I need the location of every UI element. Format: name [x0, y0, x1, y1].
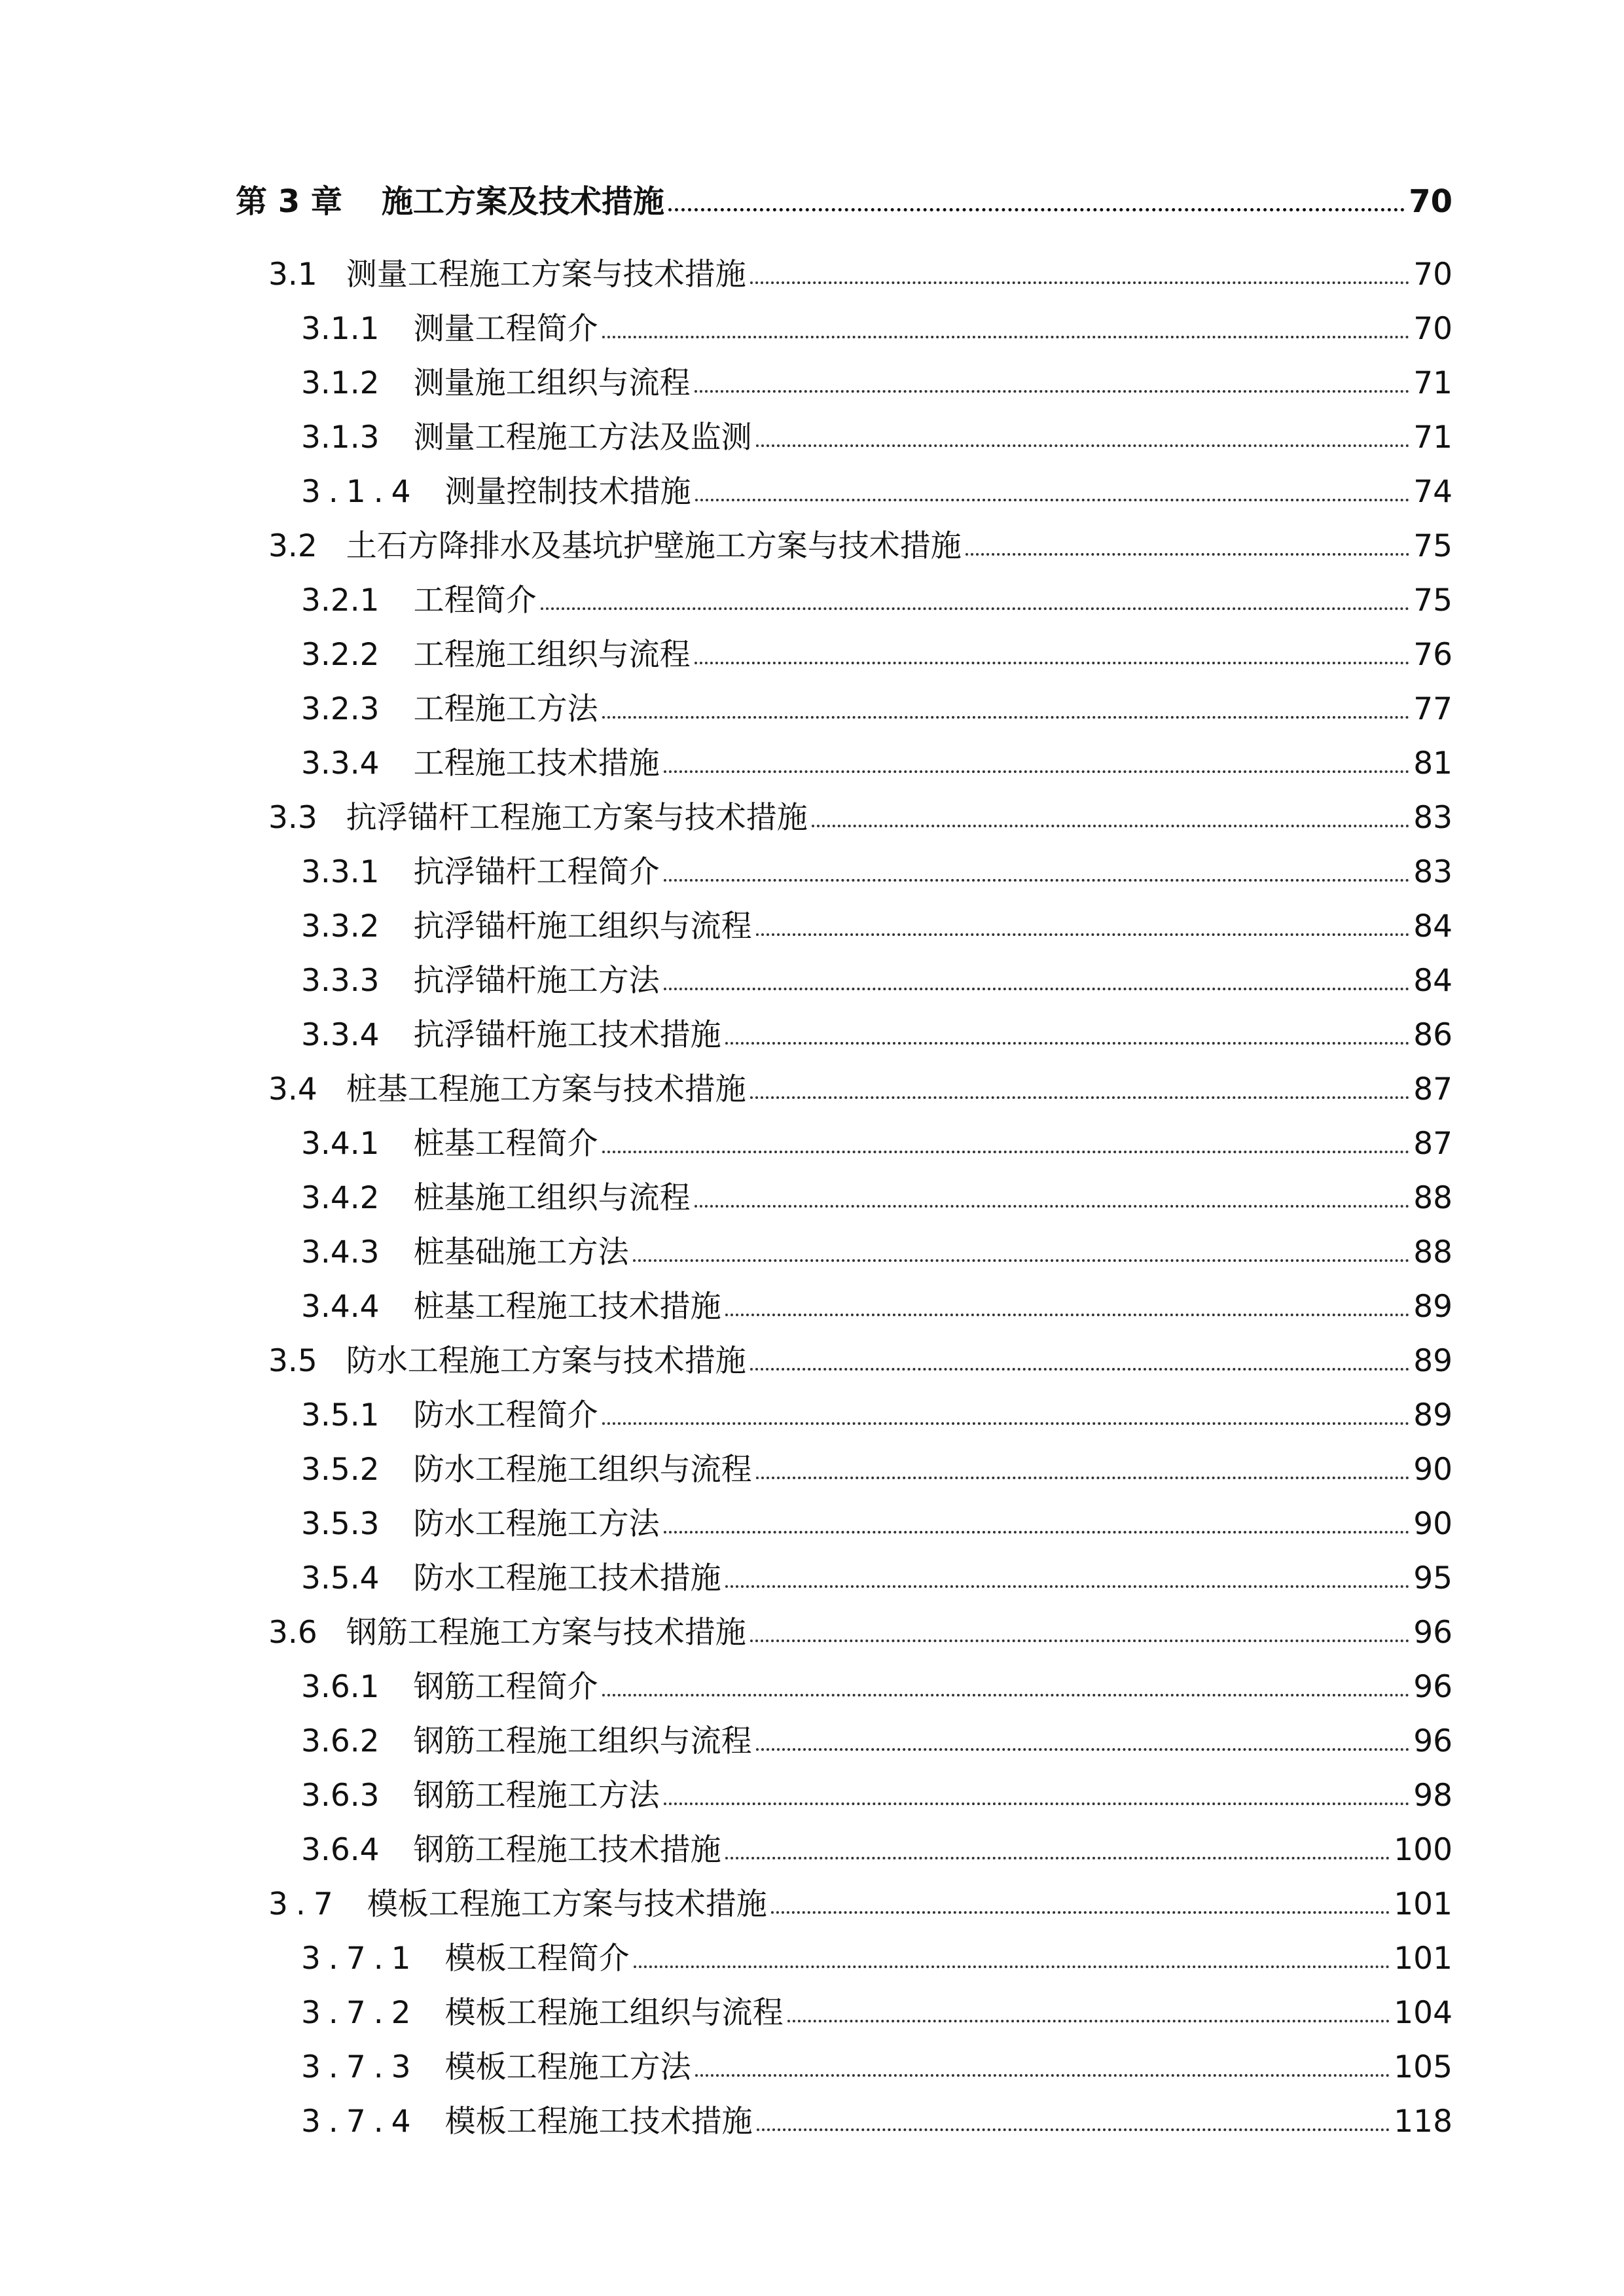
toc-entry-number: 3.4.2	[301, 1180, 380, 1216]
toc-entry-page: 89	[1413, 1397, 1453, 1433]
dot-leader	[695, 499, 1410, 501]
toc-entry-number: 第 3 章	[236, 183, 342, 220]
toc-entry-title: 桩基工程施工技术措施	[413, 1289, 721, 1325]
toc-entry-page: 101	[1394, 1886, 1453, 1922]
toc-entry-number: 3.6.2	[301, 1723, 380, 1759]
toc-entry-number: 3.3.2	[301, 908, 380, 944]
toc-entry-number: 3.3.3	[301, 963, 380, 999]
toc-entry-title: 模板工程施工组织与流程	[444, 1995, 784, 2031]
toc-entry-3-2[interactable]	[0, 507, 1624, 562]
toc-entry-page: 96	[1413, 1723, 1453, 1759]
toc-entry-page: 96	[1413, 1669, 1453, 1705]
toc-entry-number: 3.1.1	[301, 311, 380, 347]
toc-entry-number: 3.7.1	[301, 1941, 419, 1977]
toc-entry-3-6-4[interactable]	[0, 1810, 1624, 1868]
dot-leader	[664, 1531, 1410, 1534]
toc-entry-3-6[interactable]	[0, 1593, 1624, 1651]
toc-entry-page: 90	[1413, 1452, 1453, 1488]
dot-leader	[750, 1640, 1409, 1642]
toc-entry-number: 3.6.3	[301, 1778, 380, 1814]
dot-leader	[664, 988, 1410, 990]
dot-leader	[633, 1259, 1410, 1262]
toc-entry-number: 3.1	[268, 257, 317, 293]
toc-entry-title: 模板工程施工方法	[444, 2049, 691, 2085]
toc-entry-title: 桩基工程简介	[413, 1126, 598, 1162]
toc-entry-page: 89	[1413, 1343, 1453, 1379]
toc-entry-title: 测量工程施工方案与技术措施	[346, 257, 746, 293]
toc-entry-number: 3.6	[268, 1615, 317, 1651]
toc-entry-3-1-3[interactable]	[0, 398, 1624, 456]
dot-leader	[725, 1314, 1410, 1316]
dot-leader	[756, 1748, 1410, 1751]
dot-leader	[664, 770, 1410, 773]
dot-leader	[634, 1965, 1390, 1968]
toc-entry-title: 钢筋工程简介	[413, 1669, 598, 1705]
dot-leader	[664, 1803, 1410, 1805]
dot-leader	[602, 716, 1410, 719]
toc-entry-page: 74	[1413, 474, 1453, 510]
toc-entry-number: 3.4.1	[301, 1126, 380, 1162]
toc-entry-title: 测量工程施工方法及监测	[413, 420, 752, 456]
toc-entry-number: 3.3	[268, 800, 317, 836]
toc-entry-title: 桩基施工组织与流程	[413, 1180, 691, 1216]
dot-leader	[664, 879, 1410, 882]
toc-entry-3-4-2[interactable]	[0, 1158, 1624, 1216]
dot-leader	[668, 208, 1405, 211]
toc-entry-title: 抗浮锚杆施工组织与流程	[413, 908, 752, 944]
toc-entry-number: 3.1.4	[301, 474, 419, 510]
toc-entry-3-6-3[interactable]	[0, 1756, 1624, 1814]
toc-entry-title: 工程施工方法	[413, 691, 598, 727]
toc-entry-number: 3.6.1	[301, 1669, 380, 1705]
toc-entry-number: 3.3.4	[301, 745, 380, 781]
dot-leader	[695, 662, 1410, 664]
dot-leader	[602, 336, 1410, 338]
dot-leader	[602, 1694, 1410, 1696]
dot-leader	[750, 281, 1409, 284]
toc-entry-3-1-2[interactable]	[0, 344, 1624, 399]
toc-entry-title: 测量控制技术措施	[444, 474, 691, 510]
toc-entry-3-7-3[interactable]	[0, 2028, 1624, 2083]
toc-entry-number: 3.2.3	[301, 691, 380, 727]
toc-entry-number: 3.2	[268, 528, 317, 564]
toc-entry-title: 防水工程施工方法	[413, 1506, 660, 1542]
toc-entry-number: 3.6.4	[301, 1832, 380, 1868]
toc-entry-title: 施工方案及技术措施	[381, 183, 664, 220]
toc-entry-title: 钢筋工程施工方案与技术措施	[346, 1615, 746, 1651]
toc-entry-3-4-1[interactable]	[0, 1104, 1624, 1162]
toc-entry-page: 77	[1413, 691, 1453, 727]
toc-entry-number: 3.7	[268, 1886, 341, 1922]
toc-entry-title: 模板工程简介	[444, 1941, 630, 1977]
toc-entry-page: 88	[1413, 1180, 1453, 1216]
toc-entry-page: 83	[1413, 854, 1453, 890]
toc-entry-3-7-4[interactable]	[0, 2082, 1624, 2140]
toc-entry-page: 101	[1394, 1941, 1453, 1977]
toc-entry-page: 96	[1413, 1615, 1453, 1651]
toc-entry-page: 70	[1413, 311, 1453, 347]
toc-entry-page: 70	[1413, 257, 1453, 293]
toc-entry-page: 70	[1409, 183, 1453, 220]
toc-entry-title: 抗浮锚杆施工方法	[413, 963, 660, 999]
toc-entry-title: 模板工程施工技术措施	[444, 2104, 753, 2140]
toc-entry-chapter-3[interactable]	[0, 162, 1624, 220]
toc-entry-3-2-3[interactable]	[0, 670, 1624, 725]
toc-entry-page: 88	[1413, 1234, 1453, 1270]
toc-entry-3-5-4[interactable]	[0, 1539, 1624, 1594]
dot-leader	[602, 1422, 1410, 1425]
toc-entry-number: 3.4.4	[301, 1289, 380, 1325]
toc-entry-page: 98	[1413, 1778, 1453, 1814]
dot-leader	[756, 444, 1410, 447]
toc-entry-number: 3.3.4	[301, 1017, 380, 1053]
toc-entry-page: 95	[1413, 1560, 1453, 1596]
toc-entry-number: 3.5.2	[301, 1452, 380, 1488]
toc-entry-3-3-2[interactable]	[0, 887, 1624, 942]
toc-entry-title: 抗浮锚杆工程施工方案与技术措施	[346, 800, 808, 836]
toc-entry-title: 钢筋工程施工方法	[413, 1778, 660, 1814]
toc-entry-3-6-2[interactable]	[0, 1702, 1624, 1757]
dot-leader	[771, 1911, 1390, 1914]
toc-entry-title: 土石方降排水及基坑护壁施工方案与技术措施	[346, 528, 962, 564]
toc-entry-page: 75	[1413, 583, 1453, 619]
toc-entry-page: 105	[1394, 2049, 1453, 2085]
toc-entry-number: 3.5.3	[301, 1506, 380, 1542]
toc-entry-number: 3.7.4	[301, 2104, 419, 2140]
toc-entry-page: 118	[1394, 2104, 1453, 2140]
dot-leader	[541, 607, 1410, 610]
toc-entry-3-1-4[interactable]	[0, 452, 1624, 510]
toc-entry-3-3-4-a[interactable]	[0, 724, 1624, 779]
dot-leader	[602, 1151, 1410, 1153]
toc-entry-number: 3.5	[268, 1343, 317, 1379]
dot-leader	[725, 1585, 1410, 1588]
dot-leader	[695, 1205, 1410, 1208]
dot-leader	[750, 1368, 1409, 1371]
toc-entry-title: 工程简介	[413, 583, 537, 619]
dot-leader	[725, 1857, 1390, 1859]
toc-entry-page: 84	[1413, 908, 1453, 944]
dot-leader	[812, 825, 1409, 827]
toc-entry-number: 3.4	[268, 1071, 317, 1107]
toc-entry-page: 83	[1413, 800, 1453, 836]
toc-entry-number: 3.2.2	[301, 637, 380, 673]
dot-leader	[756, 933, 1410, 936]
dot-leader	[750, 1096, 1409, 1099]
toc-entry-number: 3.3.1	[301, 854, 380, 890]
toc-entry-3-5-2[interactable]	[0, 1430, 1624, 1488]
toc-entry-3-7[interactable]	[0, 1865, 1624, 1920]
toc-entry-3-5-1[interactable]	[0, 1376, 1624, 1431]
toc-entry-3-3[interactable]	[0, 778, 1624, 836]
toc-entry-3-7-2[interactable]	[0, 1973, 1624, 2031]
toc-entry-page: 75	[1413, 528, 1453, 564]
toc-entry-title: 抗浮锚杆工程简介	[413, 854, 660, 890]
toc-entry-title: 防水工程施工方案与技术措施	[346, 1343, 746, 1379]
toc-entry-3-5[interactable]	[0, 1321, 1624, 1379]
toc-entry-page: 86	[1413, 1017, 1453, 1053]
dot-leader	[965, 553, 1409, 556]
toc-entry-3-2-1[interactable]	[0, 561, 1624, 619]
toc-entry-page: 90	[1413, 1506, 1453, 1542]
toc-entry-page: 87	[1413, 1126, 1453, 1162]
dot-leader	[695, 2074, 1390, 2077]
toc-entry-number: 3.2.1	[301, 583, 380, 619]
toc-entry-number: 3.1.2	[301, 365, 380, 401]
toc-entry-page: 76	[1413, 637, 1453, 673]
toc-entry-title: 抗浮锚杆施工技术措施	[413, 1017, 721, 1053]
toc-entry-3-4[interactable]	[0, 1050, 1624, 1105]
toc-entry-number: 3.1.3	[301, 420, 380, 456]
toc-entry-page: 71	[1413, 365, 1453, 401]
toc-entry-title: 钢筋工程施工技术措施	[413, 1832, 721, 1868]
toc-entry-3-3-1[interactable]	[0, 833, 1624, 888]
toc-entry-3-7-1[interactable]	[0, 1919, 1624, 1977]
toc-entry-number: 3.5.1	[301, 1397, 380, 1433]
toc-entry-page: 100	[1394, 1832, 1453, 1868]
toc-entry-page: 84	[1413, 963, 1453, 999]
dot-leader	[695, 390, 1410, 393]
toc-entry-title: 防水工程施工技术措施	[413, 1560, 721, 1596]
toc-entry-3-1[interactable]	[0, 235, 1624, 293]
toc-entry-page: 87	[1413, 1071, 1453, 1107]
toc-entry-number: 3.4.3	[301, 1234, 380, 1270]
toc-entry-title: 钢筋工程施工组织与流程	[413, 1723, 752, 1759]
dot-leader	[725, 1042, 1410, 1045]
toc-entry-3-2-2[interactable]	[0, 615, 1624, 673]
toc-entry-3-1-1[interactable]	[0, 289, 1624, 347]
toc-entry-number: 3.7.3	[301, 2049, 419, 2085]
toc-entry-number: 3.5.4	[301, 1560, 380, 1596]
toc-entry-3-6-1[interactable]	[0, 1647, 1624, 1705]
toc-entry-3-4-3[interactable]	[0, 1213, 1624, 1268]
toc-entry-title: 防水工程施工组织与流程	[413, 1452, 752, 1488]
toc-entry-page: 89	[1413, 1289, 1453, 1325]
toc-entry-page: 81	[1413, 745, 1453, 781]
toc-entry-page: 71	[1413, 420, 1453, 456]
toc-entry-title: 防水工程简介	[413, 1397, 598, 1433]
toc-entry-number: 3.7.2	[301, 1995, 419, 2031]
toc-entry-title: 工程施工技术措施	[413, 745, 660, 781]
toc-entry-title: 测量施工组织与流程	[413, 365, 691, 401]
toc-entry-title: 桩基础施工方法	[413, 1234, 629, 1270]
dot-leader	[756, 1477, 1410, 1479]
toc-entry-title: 工程施工组织与流程	[413, 637, 691, 673]
toc-entry-title: 模板工程施工方案与技术措施	[367, 1886, 767, 1922]
toc-entry-page: 104	[1394, 1995, 1453, 2031]
dot-leader	[787, 2020, 1390, 2022]
toc-entry-title: 桩基工程施工方案与技术措施	[346, 1071, 746, 1107]
toc-entry-3-4-4[interactable]	[0, 1267, 1624, 1325]
toc-entry-title: 测量工程简介	[413, 311, 598, 347]
toc-entry-3-3-4[interactable]	[0, 996, 1624, 1053]
toc-entry-3-5-3[interactable]	[0, 1484, 1624, 1542]
dot-leader	[757, 2128, 1390, 2131]
toc-entry-3-3-3[interactable]	[0, 941, 1624, 999]
